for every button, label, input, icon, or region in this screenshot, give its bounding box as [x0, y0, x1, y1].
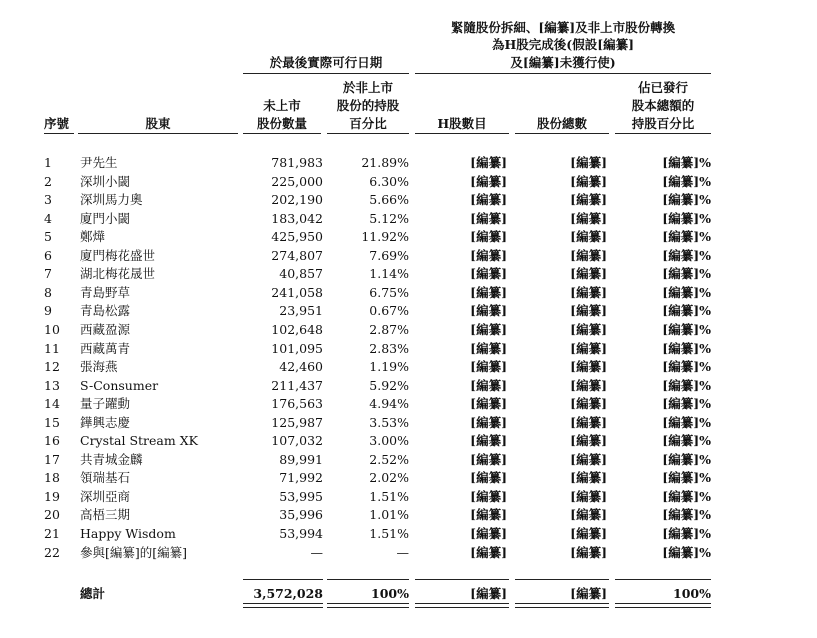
row-total-shares: [編纂]: [570, 192, 607, 208]
table-row: [0, 358, 817, 377]
row-holder: 張海燕: [80, 359, 118, 375]
row-unlisted-qty: 241,058: [271, 284, 323, 300]
row-unlisted-qty: 183,042: [271, 210, 323, 226]
table-row: [0, 395, 817, 414]
row-total-pct: [編纂]%: [662, 155, 711, 170]
total-total-shares: [編纂]: [570, 586, 607, 601]
row-total-shares: [編纂]: [570, 284, 607, 300]
row-holder: 青島松露: [80, 303, 131, 319]
row-unlisted-qty: 202,190: [271, 192, 323, 208]
row-unlisted-pct: 5.92%: [369, 377, 409, 393]
subtotal-rule-tpct: [615, 579, 711, 580]
row-total-pct: [編纂]%: [662, 173, 711, 189]
row-unlisted-qty: 89,991: [279, 451, 323, 467]
col-total-pct-line2: 股本總額的: [631, 98, 695, 113]
table-row: [0, 432, 817, 451]
row-unlisted-pct: 1.19%: [369, 359, 409, 375]
row-unlisted-qty: 125,987: [271, 414, 323, 430]
table-row: [0, 506, 817, 525]
row-unlisted-qty: 101,095: [271, 340, 323, 356]
row-total-pct: [編纂]%: [662, 396, 711, 412]
row-unlisted-pct: 7.69%: [369, 247, 409, 263]
row-no: 13: [44, 377, 60, 393]
subtotal-rule-qty: [243, 579, 323, 580]
row-unlisted-qty: 107,032: [271, 433, 323, 449]
group-rule-after: [415, 73, 711, 74]
row-unlisted-pct: 3.00%: [369, 433, 409, 449]
row-holder: Happy Wisdom: [80, 526, 176, 541]
row-h-shares: [編纂]: [470, 155, 507, 170]
table-row: [0, 247, 817, 266]
row-no: 16: [44, 433, 60, 449]
row-h-shares: [編纂]: [470, 470, 507, 486]
row-unlisted-pct: 2.83%: [369, 340, 409, 356]
row-holder: S-Consumer: [80, 377, 159, 393]
row-h-shares: [編纂]: [470, 526, 507, 541]
double-rule-h: [415, 603, 509, 608]
table-row: [0, 377, 817, 396]
group-header-after-line3: 及[編纂]未獲行使): [510, 55, 616, 70]
row-h-shares: [編纂]: [470, 247, 507, 263]
row-unlisted-qty: 102,648: [271, 321, 323, 337]
row-unlisted-pct: 0.67%: [369, 303, 409, 319]
row-no: 11: [44, 340, 60, 356]
row-unlisted-pct: 5.66%: [369, 192, 409, 208]
row-holder: 高梧三期: [80, 507, 131, 523]
row-unlisted-qty: —: [310, 544, 323, 560]
row-no: 1: [44, 155, 52, 170]
row-total-pct: [編纂]%: [662, 414, 711, 430]
row-no: 2: [44, 173, 52, 189]
double-rule-pct: [327, 603, 409, 608]
row-no: 5: [44, 229, 52, 245]
col-header-total-shares: 股份總數: [536, 116, 587, 131]
row-h-shares: [編纂]: [470, 544, 507, 560]
row-unlisted-pct: 2.87%: [369, 321, 409, 337]
row-unlisted-pct: 1.51%: [369, 526, 409, 541]
row-total-pct: [編纂]%: [662, 192, 711, 208]
row-no: 4: [44, 210, 52, 226]
row-h-shares: [編纂]: [470, 377, 507, 393]
total-pct: 100%: [371, 586, 409, 601]
row-unlisted-qty: 53,994: [279, 526, 323, 541]
row-total-pct: [編纂]%: [662, 266, 711, 282]
row-holder: 深圳亞商: [80, 488, 131, 504]
row-total-pct: [編纂]%: [662, 451, 711, 467]
row-holder: Crystal Stream XK: [80, 433, 198, 449]
row-total-shares: [編纂]: [570, 266, 607, 282]
group-header-after-line2: 為H股完成後(假設[編纂]: [491, 37, 635, 52]
row-unlisted-qty: 40,857: [279, 266, 323, 282]
row-total-shares: [編纂]: [570, 173, 607, 189]
row-no: 6: [44, 247, 52, 263]
col-rule-qty: [243, 133, 321, 134]
row-no: 12: [44, 359, 60, 375]
row-unlisted-pct: —: [396, 544, 409, 560]
row-total-pct: [編纂]%: [662, 247, 711, 263]
group-header-latest: 於最後實際可行日期: [269, 55, 383, 70]
table-row: [0, 191, 817, 210]
row-total-pct: [編纂]%: [662, 284, 711, 300]
row-holder: 湖北梅花晟世: [80, 266, 156, 282]
row-total-pct: [編纂]%: [662, 210, 711, 226]
row-total-shares: [編纂]: [570, 470, 607, 486]
row-h-shares: [編纂]: [470, 321, 507, 337]
row-unlisted-qty: 225,000: [271, 173, 323, 189]
table-row: [0, 321, 817, 340]
row-no: 8: [44, 284, 52, 300]
row-h-shares: [編纂]: [470, 433, 507, 449]
row-total-shares: [編纂]: [570, 359, 607, 375]
total-qty: 3,572,028: [253, 586, 323, 601]
row-holder: 尹先生: [80, 155, 118, 170]
table-row: [0, 488, 817, 507]
row-total-shares: [編纂]: [570, 433, 607, 449]
subtotal-rule-total: [515, 579, 609, 580]
table-row: [0, 302, 817, 321]
row-h-shares: [編纂]: [470, 229, 507, 245]
col-rule-pct: [327, 133, 409, 134]
row-h-shares: [編纂]: [470, 303, 507, 319]
row-h-shares: [編纂]: [470, 396, 507, 412]
group-rule-latest: [243, 73, 409, 74]
row-holder: 參與[編纂]的[編纂]: [80, 544, 188, 560]
row-no: 21: [44, 526, 60, 541]
double-rule-qty: [243, 603, 323, 608]
row-unlisted-pct: 6.30%: [369, 173, 409, 189]
table-row: [0, 173, 817, 192]
subtotal-rule-h: [415, 579, 509, 580]
row-total-shares: [編纂]: [570, 507, 607, 523]
row-holder: 深圳小閾: [80, 173, 131, 189]
row-h-shares: [編纂]: [470, 266, 507, 282]
table-row: [0, 284, 817, 303]
table-row: [0, 340, 817, 359]
row-unlisted-qty: 23,951: [279, 303, 323, 319]
table-row: [0, 525, 817, 544]
row-h-shares: [編纂]: [470, 359, 507, 375]
table-row: [0, 451, 817, 470]
row-total-pct: [編纂]%: [662, 488, 711, 504]
row-no: 15: [44, 414, 60, 430]
col-header-h-shares: H股數目: [437, 116, 487, 131]
row-total-shares: [編纂]: [570, 303, 607, 319]
row-total-pct: [編纂]%: [662, 229, 711, 245]
row-holder: 西藏萬青: [80, 340, 131, 356]
subtotal-rule-pct: [327, 579, 409, 580]
row-total-shares: [編纂]: [570, 488, 607, 504]
row-h-shares: [編纂]: [470, 192, 507, 208]
table-row: [0, 154, 817, 173]
row-total-pct: [編纂]%: [662, 526, 711, 541]
row-holder: 廈門梅花盛世: [80, 247, 156, 263]
row-total-pct: [編纂]%: [662, 359, 711, 375]
col-unlisted-pct-line2: 股份的持股: [336, 98, 400, 113]
row-total-shares: [編纂]: [570, 544, 607, 560]
row-total-pct: [編纂]%: [662, 377, 711, 393]
row-no: 3: [44, 192, 52, 208]
row-no: 17: [44, 451, 60, 467]
col-header-holder: 股東: [145, 116, 171, 131]
row-h-shares: [編纂]: [470, 340, 507, 356]
col-unlisted-pct-line1: 於非上市: [342, 80, 393, 95]
row-total-shares: [編纂]: [570, 340, 607, 356]
row-holder: 領瑞基石: [80, 470, 131, 486]
row-holder: 鏵興志慶: [80, 414, 131, 430]
row-no: 10: [44, 321, 60, 337]
row-unlisted-qty: 425,950: [271, 229, 323, 245]
row-unlisted-pct: 2.02%: [369, 470, 409, 486]
table-row: [0, 265, 817, 284]
row-total-pct: [編纂]%: [662, 321, 711, 337]
row-unlisted-pct: 1.51%: [369, 488, 409, 504]
total-h-shares: [編纂]: [470, 586, 507, 601]
row-unlisted-qty: 35,996: [279, 507, 323, 523]
col-rule-h: [415, 133, 509, 134]
total-tpct: 100%: [673, 586, 711, 601]
row-unlisted-pct: 4.94%: [369, 396, 409, 412]
total-label: 總計: [80, 586, 106, 601]
row-holder: 廈門小閾: [80, 210, 131, 226]
table-row: [0, 469, 817, 488]
col-rule-tpct: [615, 133, 711, 134]
row-total-shares: [編纂]: [570, 414, 607, 430]
col-total-pct-line3: 持股百分比: [631, 116, 695, 131]
row-holder: 西藏盈源: [80, 321, 131, 337]
row-h-shares: [編纂]: [470, 507, 507, 523]
row-total-pct: [編纂]%: [662, 544, 711, 560]
row-total-pct: [編纂]%: [662, 470, 711, 486]
col-total-pct-line1: 佔已發行: [637, 80, 688, 95]
row-total-pct: [編纂]%: [662, 433, 711, 449]
table-row: [0, 414, 817, 433]
row-unlisted-pct: 21.89%: [361, 155, 409, 170]
row-no: 14: [44, 396, 60, 412]
row-holder: 量子躍動: [80, 396, 131, 412]
row-unlisted-qty: 781,983: [271, 155, 323, 170]
row-total-shares: [編纂]: [570, 321, 607, 337]
col-header-no: 序號: [44, 116, 70, 131]
col-rule-no: [44, 133, 74, 134]
row-total-shares: [編纂]: [570, 396, 607, 412]
row-total-shares: [編纂]: [570, 451, 607, 467]
row-h-shares: [編纂]: [470, 488, 507, 504]
col-rule-holder: [78, 133, 238, 134]
row-unlisted-pct: 11.92%: [361, 229, 409, 245]
row-no: 9: [44, 303, 52, 319]
col-unlisted-qty-line1: 未上市: [263, 98, 301, 113]
row-unlisted-qty: 42,460: [279, 359, 323, 375]
row-no: 22: [44, 544, 60, 560]
double-rule-total: [515, 603, 609, 608]
row-h-shares: [編纂]: [470, 451, 507, 467]
row-total-shares: [編纂]: [570, 155, 607, 170]
row-h-shares: [編纂]: [470, 414, 507, 430]
row-unlisted-qty: 274,807: [271, 247, 323, 263]
row-h-shares: [編纂]: [470, 284, 507, 300]
row-unlisted-qty: 211,437: [271, 377, 323, 393]
row-total-shares: [編纂]: [570, 229, 607, 245]
table-row: [0, 544, 817, 563]
row-no: 19: [44, 488, 60, 504]
row-unlisted-pct: 1.01%: [369, 507, 409, 523]
row-holder: 青島野草: [80, 284, 131, 300]
row-total-pct: [編纂]%: [662, 340, 711, 356]
row-total-shares: [編纂]: [570, 210, 607, 226]
col-rule-total: [515, 133, 609, 134]
table-row: [0, 228, 817, 247]
double-rule-tpct: [615, 603, 711, 608]
row-total-shares: [編纂]: [570, 526, 607, 541]
row-holder: 鄭燁: [80, 229, 106, 245]
row-h-shares: [編纂]: [470, 173, 507, 189]
group-header-after-line1: 緊隨股份拆細、[編纂]及非上市股份轉換: [450, 20, 676, 35]
row-unlisted-qty: 176,563: [271, 396, 323, 412]
row-unlisted-pct: 6.75%: [369, 284, 409, 300]
row-no: 7: [44, 266, 52, 282]
row-total-shares: [編纂]: [570, 247, 607, 263]
row-unlisted-pct: 3.53%: [369, 414, 409, 430]
col-unlisted-pct-line3: 百分比: [349, 116, 387, 131]
table-row: [0, 210, 817, 229]
row-total-shares: [編纂]: [570, 377, 607, 393]
col-unlisted-qty-line2: 股份數量: [256, 116, 307, 131]
row-unlisted-qty: 53,995: [279, 488, 323, 504]
row-total-pct: [編纂]%: [662, 507, 711, 523]
row-unlisted-qty: 71,992: [279, 470, 323, 486]
row-unlisted-pct: 5.12%: [369, 210, 409, 226]
row-total-pct: [編纂]%: [662, 303, 711, 319]
row-h-shares: [編纂]: [470, 210, 507, 226]
row-no: 18: [44, 470, 60, 486]
row-no: 20: [44, 507, 60, 523]
row-unlisted-pct: 1.14%: [369, 266, 409, 282]
row-holder: 深圳馬力奧: [80, 192, 143, 208]
row-holder: 共青城金麟: [80, 451, 143, 467]
row-unlisted-pct: 2.52%: [369, 451, 409, 467]
